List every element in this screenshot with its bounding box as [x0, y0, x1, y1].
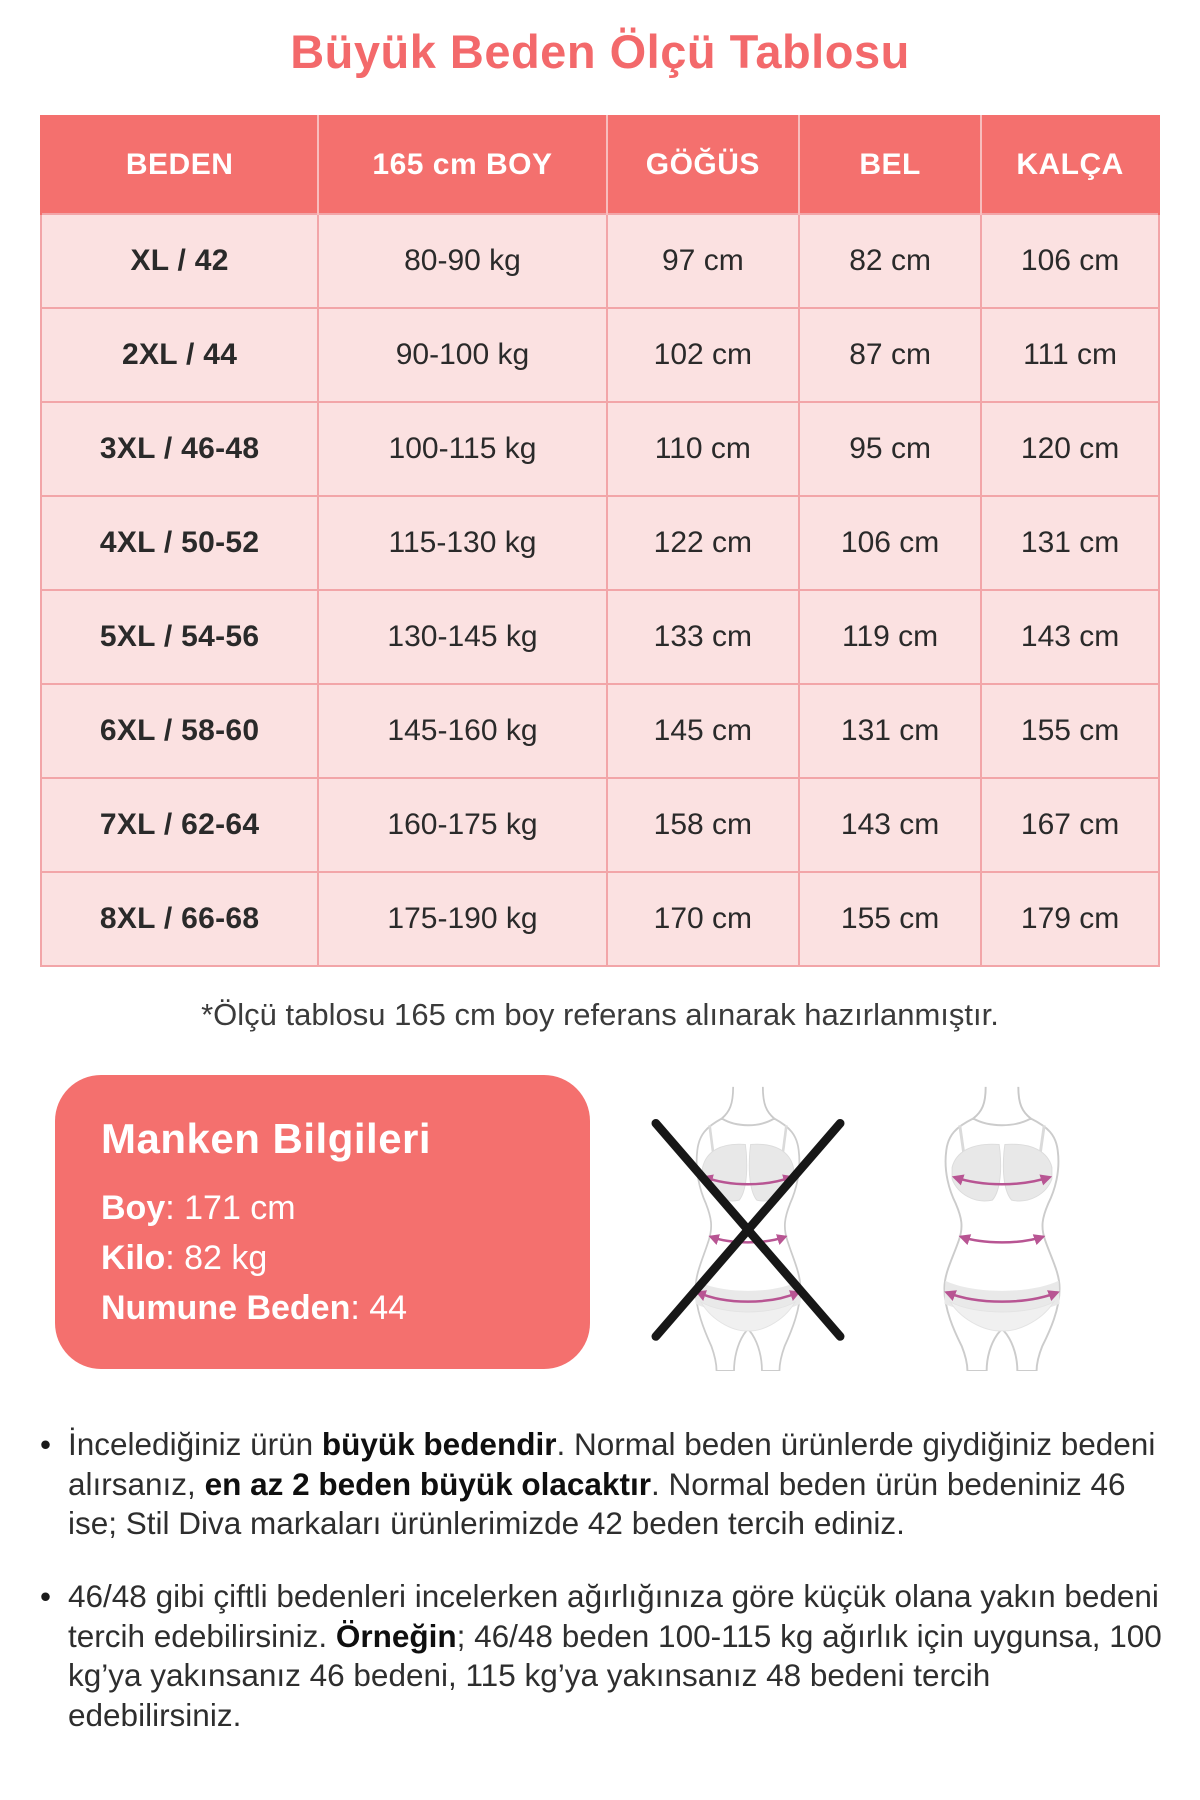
measurement-cell: 100-115 kg	[318, 402, 606, 496]
measurement-cell: 82 cm	[799, 214, 981, 308]
table-header-row	[41, 116, 1159, 214]
model-info-field: Kilo: 82 kg	[101, 1239, 268, 1277]
size-cell: 4XL / 50-52	[41, 496, 318, 590]
table-body	[41, 214, 1159, 966]
measurement-cell: 170 cm	[607, 872, 799, 966]
column-header: BEDEN	[41, 116, 318, 214]
measurement-figures	[590, 1075, 1160, 1371]
model-info-heading: Manken Bilgileri	[101, 1115, 432, 1162]
table-row	[41, 684, 1159, 778]
column-header: 165 cm BOY	[318, 116, 606, 214]
measurement-cell: 120 cm	[981, 402, 1159, 496]
table-row	[41, 402, 1159, 496]
measurement-cell: 160-175 kg	[318, 778, 606, 872]
measurement-cell: 122 cm	[607, 496, 799, 590]
measurement-cell: 158 cm	[607, 778, 799, 872]
model-info-section	[55, 1075, 1160, 1371]
size-cell: 2XL / 44	[41, 308, 318, 402]
measurement-cell: 106 cm	[981, 214, 1159, 308]
measurement-cell: 133 cm	[607, 590, 799, 684]
table-row	[41, 214, 1159, 308]
measurement-cell: 130-145 kg	[318, 590, 606, 684]
column-header: KALÇA	[981, 116, 1159, 214]
measurement-cell: 145-160 kg	[318, 684, 606, 778]
table-row	[41, 496, 1159, 590]
size-table	[40, 115, 1160, 967]
measurement-cell: 95 cm	[799, 402, 981, 496]
table-footnote: *Ölçü tablosu 165 cm boy referans alınarak hazırlanmıştır.	[201, 997, 999, 1032]
measurement-figure-icon	[904, 1083, 1100, 1371]
measurement-cell: 131 cm	[981, 496, 1159, 590]
model-info-fields	[101, 1189, 560, 1328]
measurement-cell: 111 cm	[981, 308, 1159, 402]
measurement-cell: 155 cm	[799, 872, 981, 966]
size-cell: 7XL / 62-64	[41, 778, 318, 872]
column-header: BEL	[799, 116, 981, 214]
page-title: Büyük Beden Ölçü Tablosu	[290, 25, 910, 78]
measurement-cell: 106 cm	[799, 496, 981, 590]
size-cell: XL / 42	[41, 214, 318, 308]
note-item: • 46/48 gibi çiftli bedenleri incelerken ağırlığınıza göre küçük olana yakın bedeni tercih edebilirsiniz. Örneğin; 46/48 beden 100-115 kg ağırlık için uygunsa, 100 kg’ya yakınsanız 46 bedeni, 115 kg’ya yakınsanız 48 bedeni tercih edebilirsiniz.	[38, 1577, 1170, 1736]
table-row	[41, 778, 1159, 872]
measurement-cell: 90-100 kg	[318, 308, 606, 402]
measurement-cell: 87 cm	[799, 308, 981, 402]
note-item: • İncelediğiniz ürün büyük bedendir. Normal beden ürünlerde giydiğiniz bedeni alırsanız, en az 2 beden büyük olacaktır. Normal beden ürün bedeniniz 46 ise; Stil Diva markaları ürünlerimizde 42 beden tercih ediniz.	[38, 1425, 1170, 1544]
size-cell: 5XL / 54-56	[41, 590, 318, 684]
size-cell: 6XL / 58-60	[41, 684, 318, 778]
measurement-cell: 102 cm	[607, 308, 799, 402]
measurement-cell: 119 cm	[799, 590, 981, 684]
model-info-field: Numune Beden: 44	[101, 1289, 408, 1327]
model-info-card	[55, 1075, 590, 1369]
table-row	[41, 308, 1159, 402]
size-cell: 8XL / 66-68	[41, 872, 318, 966]
measurement-cell: 175-190 kg	[318, 872, 606, 966]
table-row	[41, 590, 1159, 684]
measurement-cell: 110 cm	[607, 402, 799, 496]
crossed-out-measurement-figure-icon	[650, 1083, 846, 1371]
size-cell: 3XL / 46-48	[41, 402, 318, 496]
notes-list	[38, 1425, 1170, 1736]
measurement-cell: 179 cm	[981, 872, 1159, 966]
measurement-cell: 145 cm	[607, 684, 799, 778]
measurement-cell: 155 cm	[981, 684, 1159, 778]
measurement-cell: 97 cm	[607, 214, 799, 308]
table-row	[41, 872, 1159, 966]
column-header: GÖĞÜS	[607, 116, 799, 214]
measurement-cell: 143 cm	[799, 778, 981, 872]
model-info-field: Boy: 171 cm	[101, 1189, 296, 1227]
measurement-cell: 131 cm	[799, 684, 981, 778]
measurement-cell: 167 cm	[981, 778, 1159, 872]
measurement-cell: 115-130 kg	[318, 496, 606, 590]
measurement-cell: 143 cm	[981, 590, 1159, 684]
measurement-cell: 80-90 kg	[318, 214, 606, 308]
